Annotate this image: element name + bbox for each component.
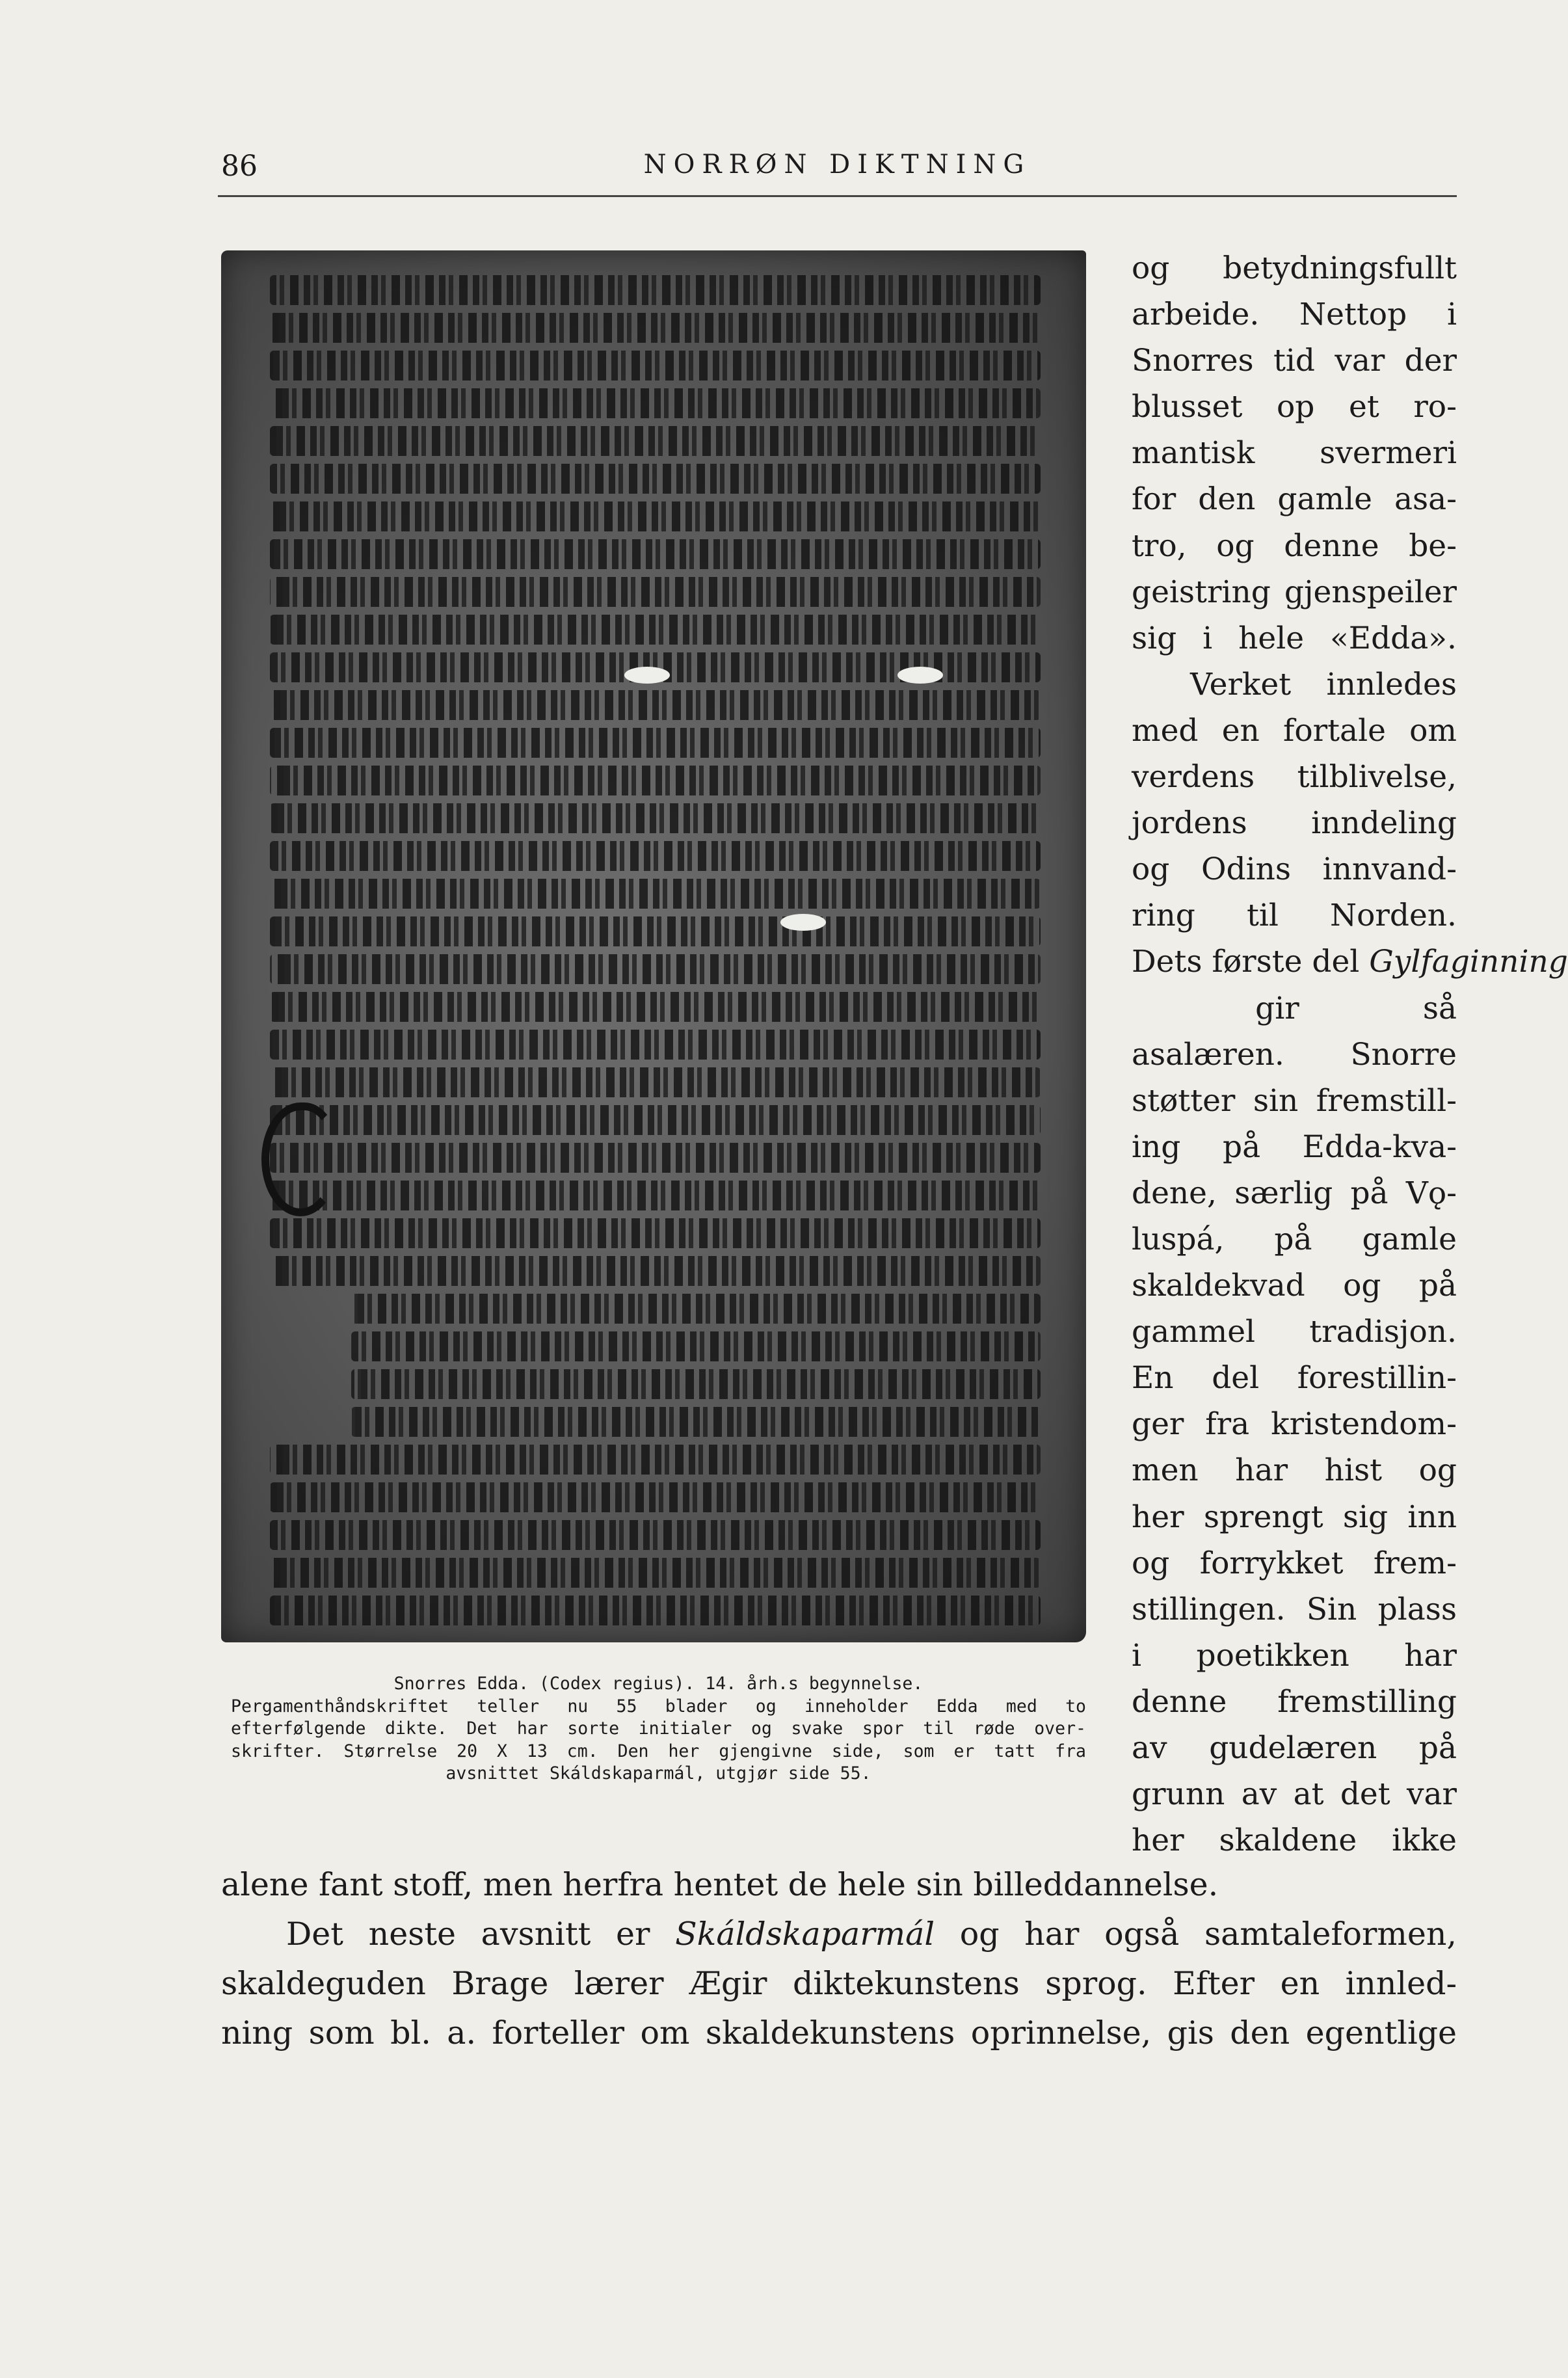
manuscript-initial — [261, 1102, 339, 1216]
manuscript-script-line — [270, 841, 1041, 871]
manuscript-script-line — [351, 1331, 1041, 1361]
text-line: arbeide. Nettop i — [1132, 297, 1457, 333]
header-rule — [218, 195, 1457, 197]
text-line: ing på Edda-kva- — [1132, 1129, 1457, 1165]
text-line: denne fremstilling — [1132, 1683, 1457, 1720]
text-line: og betydningsfullt — [1132, 250, 1457, 286]
caption-line: skrifter. Størrelse 20 X 13 cm. Den her gjengivne side, som er tatt fra — [231, 1741, 1086, 1761]
manuscript-script-line — [270, 954, 1041, 984]
text-line: Verket innledes — [1190, 666, 1457, 702]
page-number: 86 — [221, 150, 258, 183]
caption-line: Pergamenthåndskriftet teller nu 55 blader og inneholder Edda med to — [231, 1696, 1086, 1717]
manuscript-script-line — [351, 1294, 1041, 1324]
manuscript-script-line — [270, 1030, 1041, 1060]
text-line: her skaldene ikke — [1132, 1823, 1457, 1859]
manuscript-script-line — [270, 690, 1041, 720]
text-line: her sprengt sig inn — [1132, 1499, 1457, 1535]
manuscript-script-line — [270, 577, 1041, 607]
parchment-hole — [780, 914, 826, 931]
text-line: sig i hele «Edda». — [1132, 620, 1457, 656]
manuscript-script-line — [351, 1407, 1041, 1437]
text-line: støtter sin fremstill- — [1132, 1082, 1457, 1119]
manuscript-script-line — [270, 803, 1041, 833]
manuscript-script-line — [270, 1596, 1041, 1625]
work-title: Skáldskaparmál — [675, 1916, 935, 1953]
manuscript-script-line — [270, 615, 1041, 645]
text-line: ring til Norden. — [1132, 898, 1457, 934]
text-line: og forrykket frem- — [1132, 1545, 1457, 1581]
side-column-text — [1132, 245, 1568, 1864]
manuscript-script-line — [270, 1105, 1041, 1135]
text-line: for den gamle asa- — [1132, 481, 1457, 518]
manuscript-script-line — [270, 879, 1041, 909]
text-line: alene fant stoff, men herfra hentet de hele sin billeddannelse. — [221, 1866, 1219, 1903]
text-line: skaldeguden Brage lærer Ægir diktekunstens sprog. Efter en innled- — [221, 1965, 1457, 2002]
text-line: geistring gjenspeiler — [1132, 574, 1457, 610]
manuscript-script-line — [270, 1067, 1041, 1097]
manuscript-script-line — [270, 1520, 1041, 1550]
manuscript-script-line — [270, 916, 1041, 946]
text-line: med en fortale om — [1132, 712, 1457, 749]
manuscript-script-line — [270, 539, 1041, 569]
text-line: asalæren. Snorre — [1132, 1036, 1457, 1073]
caption-line: efterfølgende dikte. Det har sorte initialer og svake spor til røde over- — [231, 1718, 1086, 1739]
text-line: grunn av at det var — [1132, 1776, 1457, 1813]
parchment-hole — [624, 667, 670, 684]
manuscript-script-line — [270, 313, 1041, 343]
text-line: gammel tradisjon. — [1132, 1314, 1457, 1350]
work-title: Gylfaginning — [1369, 944, 1568, 980]
manuscript-script-line — [270, 1445, 1041, 1475]
body-text — [221, 1860, 1457, 2058]
manuscript-script-line — [270, 766, 1041, 795]
text-fragment: Dets første del — [1132, 944, 1360, 980]
text-line: ning som bl. a. forteller om skaldekunstens oprinnelse, gis den egentlige — [221, 2014, 1457, 2051]
text-line: mantisk svermeri — [1132, 435, 1457, 472]
manuscript-script-line — [270, 992, 1041, 1022]
manuscript-script-line — [270, 388, 1041, 418]
manuscript-script-line — [270, 501, 1041, 531]
manuscript-script-line — [270, 275, 1041, 305]
text-line — [1132, 939, 1568, 985]
text-line: skaldekvad og på — [1132, 1268, 1457, 1304]
text-line — [1132, 985, 1457, 1032]
text-line: blusset op et ro- — [1132, 389, 1457, 425]
text-fragment: Det neste avsnitt er — [286, 1916, 650, 1953]
caption-line: Snorres Edda. (Codex regius). 14. årh.s begynnelse. — [393, 1674, 924, 1694]
manuscript-script-line — [270, 351, 1041, 381]
text-line: dene, særlig på Vǫ- — [1132, 1175, 1457, 1211]
manuscript-script-line — [270, 426, 1041, 456]
text-fragment: og har også samtaleformen, — [959, 1916, 1457, 1953]
manuscript-script-line — [270, 1143, 1041, 1173]
text-line: luspá, på gamle — [1132, 1221, 1457, 1257]
manuscript-script-line — [351, 1369, 1041, 1399]
figure-caption — [231, 1673, 1086, 1785]
text-line: jordens inndeling — [1132, 805, 1457, 842]
manuscript-photo — [221, 250, 1086, 1642]
manuscript-script-line — [270, 1181, 1041, 1210]
running-header — [221, 150, 1454, 189]
text-line: og Odins innvand- — [1132, 851, 1457, 888]
text-line: Snorres tid var der — [1132, 343, 1457, 379]
text-line: stillingen. Sin plass — [1132, 1591, 1457, 1627]
work-title-continued — [1132, 991, 1255, 1026]
caption-line: avsnittet Skáldskaparmál, utgjør side 55. — [445, 1763, 871, 1783]
text-line: men har hist og — [1132, 1452, 1457, 1489]
manuscript-script-line — [270, 464, 1041, 494]
text-fragment: gir så — [1255, 990, 1457, 1026]
running-title: NORRØN DIKTNING — [643, 150, 1031, 180]
text-line: verdens tilblivelse, — [1132, 759, 1457, 795]
manuscript-script-line — [270, 1558, 1041, 1588]
text-line: ger fra kristendom- — [1132, 1406, 1457, 1443]
text-line — [221, 1910, 1457, 1959]
text-line: tro, og denne be- — [1132, 528, 1457, 564]
manuscript-script-line — [270, 728, 1041, 758]
manuscript-script-line — [270, 1256, 1041, 1286]
manuscript-script-line — [270, 1482, 1041, 1512]
text-line: av gudelæren på — [1132, 1730, 1457, 1766]
manuscript-script-line — [270, 1218, 1041, 1248]
text-line: i poetikken har — [1132, 1637, 1457, 1674]
parchment-hole — [897, 667, 943, 684]
text-line: En del forestillin- — [1132, 1360, 1457, 1396]
